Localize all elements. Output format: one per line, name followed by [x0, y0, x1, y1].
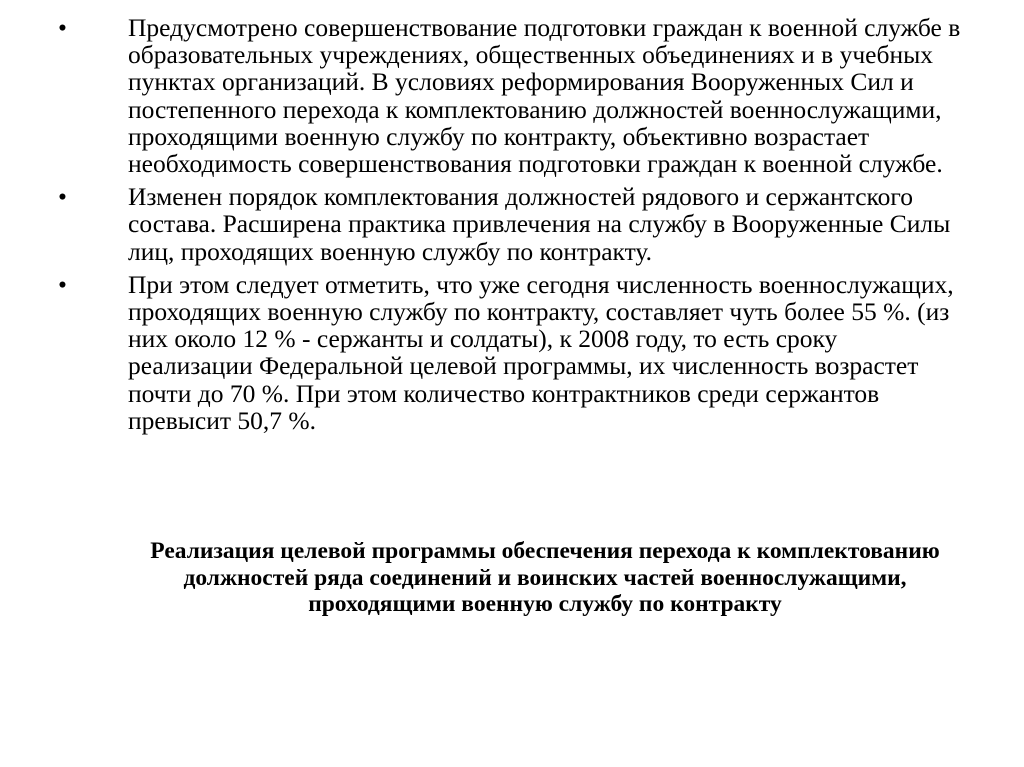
- slide-heading: Реализация целевой программы обеспечения перехода к комплектованию должностей ряда соединений и воинских частей военнослужащими, проходящими военную службу по контракту: [150, 538, 940, 617]
- bullet-list: [58, 14, 968, 440]
- bullet-text: При этом следует отметить, что уже сегодня численность военнослужащих, проходящих военную службу по контракту, составляет чуть более 55 %. (из них около 12 % - сержанты и солдаты), к 2008 году, то есть сроку реализации Федеральной целевой программы, их численность возрастет почти до 70 %. При этом количество контрактников среди сержантов превысит 50,7 %.: [128, 269, 954, 435]
- bullet-marker: •: [58, 13, 67, 42]
- bullet-item: [58, 271, 968, 434]
- bullet-item: [58, 14, 968, 177]
- bullet-text: Предусмотрено совершенствование подготовки граждан к военной службе в образовательных учреждениях, общественных объединениях и в учебных пунктах организаций. В условиях реформирования Вооруженных Сил и постепенного перехода к комплектованию должностей военнослужащими, проходящими военную службу по контракту, объективно возрастает необходимость совершенствования подготовки граждан к военной службе.: [128, 13, 961, 179]
- bullet-marker: •: [58, 182, 67, 212]
- bullet-item: [58, 183, 968, 265]
- bullet-marker: •: [58, 269, 67, 299]
- bullet-text: Изменен порядок комплектования должностей рядового и сержантского состава. Расширена практика привлечения на службу в Вооруженные Силы лиц, проходящих военную службу по контракту.: [128, 182, 951, 266]
